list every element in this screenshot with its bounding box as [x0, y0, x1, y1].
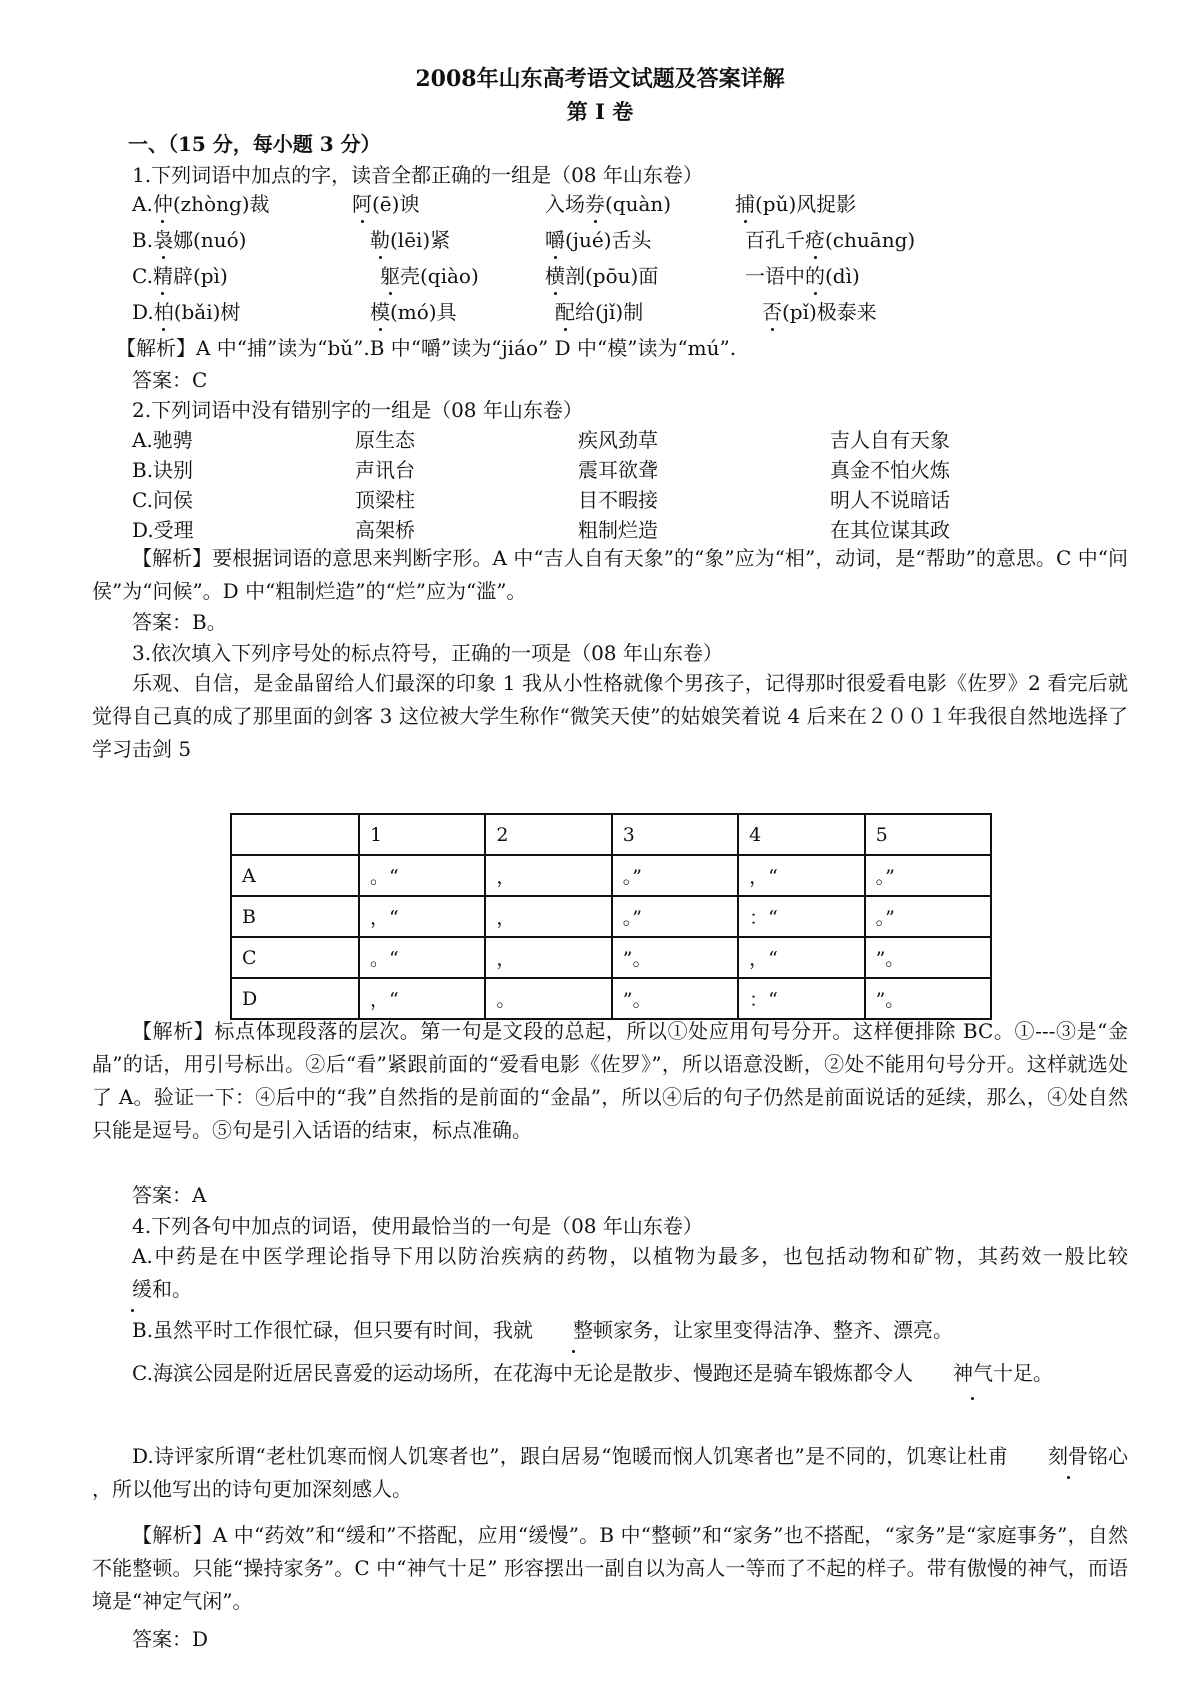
q3-passage: 乐观、自信，是金晶留给人们最深的印象 1 我从小性格就像个男孩子，记得那时很爱看电影《佐罗》2 看完后就觉得自己真的成了那里面的剑客 3 这位被大学生称作“微笑天使”的姑娘笑着说 4 后来在２００１年我很自然地选择了学习击剑 5 [92, 671, 1128, 761]
table-row: D ，“ 。 ”。 ：“ ”。 [231, 978, 991, 1019]
q3-stem: 3.依次填入下列序号处的标点符号，正确的一项是（08 年山东卷） [132, 641, 723, 665]
volume-title: 第 I 卷 [566, 99, 634, 124]
q3-analysis: 【解析】标点体现段落的层次。第一句是文段的总起，所以①处应用句号分开。这样便排除 BC。①---③是“金晶”的话，用引号标出。②后“看”紧跟前面的“爱看电影《佐罗》”，所以语意没断，②处不能用句号分开。这样就选处了 A。验证一下：④后中的“我”自然指的是前面的“金晶”，所以④后的句子仍然是前面说话的延续，那么，④处自然只能是逗号。⑤句是引入话语的结束，标点准确。 [92, 1019, 1128, 1142]
document-page: 2008年山东高考语文试题及答案详解 第 I 卷 一、（15 分，每小题 3 分） 1.下列词语中加点的字，读音全都正确的一组是（08 年山东卷） A.仲(zhòng)裁 阿(ē)谀 入场券(quàn) 捕(pǔ)风捉影 B.袅娜(nuó) 勒(lēi)紧 嚼(jué)舌头 百孔千疮(chuāng) C.精辟(pì) 躯壳(qiào) 横剖(pōu)面 一语中的(dì) D.柏(bǎi)树 模(mó)具 配给(jǐ)制 否(pǐ)极泰来 【解析】A 中“捕”读为“bǔ”.B 中“嚼”读为“jiáo” D 中“模”读为“mú”. 答案：C 2.下列词语中没有错别字的一组是（08 年山东卷） A.驰骋 原生态 疾风劲草 吉人自有天象 B.诀别 声讯台 震耳欲聋 真金不怕火炼 C.问侯 顶梁柱 目不暇接 明人不说暗话 D.受理 高架桥 粗制烂造 在其位谋其政 【解析】要根据词语的意思来判断字形。A 中“吉人自有天象”的“象”应为“相”，动词，是“帮助”的意思。C 中“问侯”为“问候”。D 中“粗制烂造”的“烂”应为“滥”。 答案：B。 3.依次填入下列序号处的标点符号，正确的一项是（08 年山东卷） 乐观、自信，是金晶留给人们最深的印象 1 我从小性格就像个男孩子，记得那时很爱看电影《佐罗》2 看完后就觉得自己真的成了那里面的剑客 3 这位被大学生称作“微笑天使”的姑娘笑着说 4 后来在２００１年我很自然地选择了学习击剑 5 1 2 3 4 5 A 。“ ， 。” ，“ 。” B ，“ ， 。” ：“ 。” C 。“ ， ”。 ，“ ”。 D ，“ 。 ”。 ：“ ”。 【解析】标点体现段落的层次。第一句是文段的总起，所以①处应用句号分开。这样便排除 BC。①---③是“金晶”的话，用引号标出。②后“看”紧跟前面的“爱看电影《佐罗》”，所以语意没断，②处不能用句号分开。这样就选处了 A。验证一下：④后中的“我”自然指的是前面的“金晶”，所以④后的句子仍然是前面说话的延续，那么，④处自然只能是逗号。⑤句是引入话语的结束，标点准确。 答案：A 4.下列各句中加点的词语，使用最恰当的一句是（08 年山东卷） A.中药是在中医学理论指导下用以防治疾病的药物，以植物为最多，也包括动物和矿物，其药效一般比较缓和。 B.虽然平时工作很忙碌，但只要有时间，我就 整顿家务，让家里变得洁净、整齐、漂亮。 C.海滨公园是附近居民喜爱的运动场所，在花海中无论是散步、慢跑还是骑车锻炼都令人 神气十足。 D.诗评家所谓“老杜饥寒而悯人饥寒者也”，跟白居易“饱暖而悯人饥寒者也”是不同的，饥寒让杜甫 刻骨铭心，所以他写出的诗句更加深刻感人。 【解析】A 中“药效”和“缓和”不搭配，应用“缓慢”。B 中“整顿”和“家务”也不搭配，“家务”是“家庭事务”，自然不能整顿。只能“操持家务”。C 中“神气十足” 形容摆出一副自以为高人一等而了不起的样子。带有傲慢的神气，而语境是“神定气闲”。 答案：D [0, 0, 1200, 1698]
document-title: 2008年山东高考语文试题及答案详解 [415, 66, 785, 92]
q2-stem: 2.下列词语中没有错别字的一组是（08 年山东卷） [132, 398, 583, 422]
q1-answer: 答案：C [132, 368, 208, 392]
punctuation-table [230, 813, 992, 1020]
q4-stem: 4.下列各句中加点的词语，使用最恰当的一句是（08 年山东卷） [132, 1214, 703, 1238]
q1-stem: 1.下列词语中加点的字，读音全都正确的一组是（08 年山东卷） [132, 163, 703, 187]
table-row: C 。“ ， ”。 ，“ ”。 [231, 937, 991, 978]
section-heading: 一、（15 分，每小题 3 分） [128, 132, 381, 156]
q1-analysis: 【解析】A 中“捕”读为“bǔ”.B 中“嚼”读为“jiáo” D 中“模”读为“mú”. [116, 336, 737, 360]
table-header-row: 1 2 3 4 5 [231, 814, 991, 855]
q2-answer: 答案：B。 [132, 610, 227, 634]
q4-answer: 答案：D [132, 1627, 209, 1651]
table-row: B ，“ ， 。” ：“ 。” [231, 896, 991, 937]
q4-option-d: D.诗评家所谓“老杜饥寒而悯人饥寒者也”，跟白居易“饱暖而悯人饥寒者也”是不同的，饥寒让杜甫 刻骨铭心，所以他写出的诗句更加深刻感人。 [92, 1440, 1128, 1506]
q4-option-a: A.中药是在中医学理论指导下用以防治疾病的药物，以植物为最多，也包括动物和矿物，其药效一般比较缓和。 [92, 1240, 1128, 1306]
q2-analysis: 【解析】要根据词语的意思来判断字形。A 中“吉人自有天象”的“象”应为“相”，动词，是“帮助”的意思。C 中“问侯”为“问候”。D 中“粗制烂造”的“烂”应为“滥”。 [92, 546, 1128, 603]
table-row: A 。“ ， 。” ，“ 。” [231, 855, 991, 896]
q4-option-c: C.海滨公园是附近居民喜爱的运动场所，在花海中无论是散步、慢跑还是骑车锻炼都令人 神气十足。 [92, 1352, 1128, 1394]
q3-answer: 答案：A [132, 1183, 207, 1207]
q4-analysis: 【解析】A 中“药效”和“缓和”不搭配，应用“缓慢”。B 中“整顿”和“家务”也不搭配，“家务”是“家庭事务”，自然不能整顿。只能“操持家务”。C 中“神气十足” 形容摆出一副自以为高人一等而了不起的样子。带有傲慢的神气，而语境是“神定气闲”。 [92, 1523, 1128, 1613]
q4-option-b: B.虽然平时工作很忙碌，但只要有时间，我就 整顿家务，让家里变得洁净、整齐、漂亮。 [92, 1314, 1128, 1347]
